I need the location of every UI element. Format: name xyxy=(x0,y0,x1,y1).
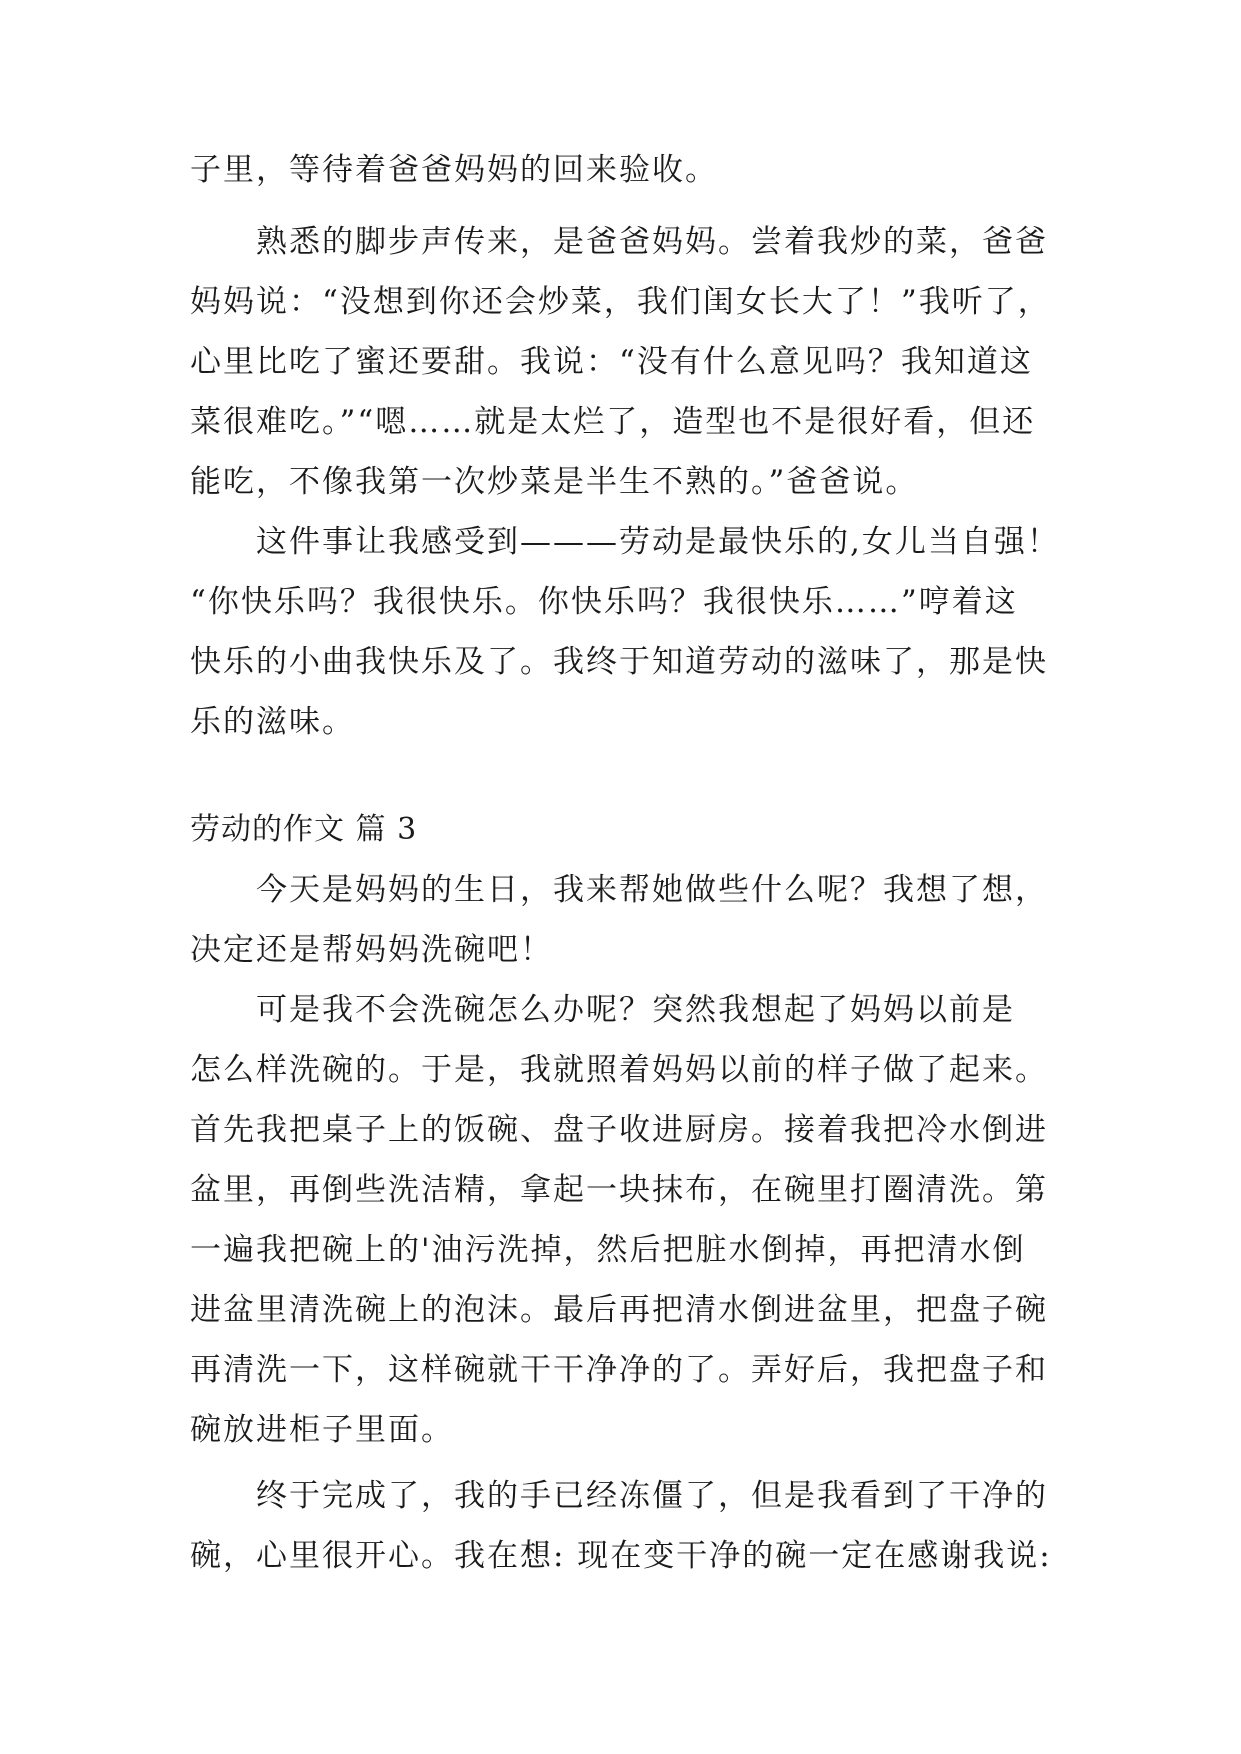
text-line: “你快乐吗？我很快乐。你快乐吗？我很快乐……”哼着这 xyxy=(190,584,1018,620)
text-line: 怎么样洗碗的。于是，我就照着妈妈以前的样子做了起来。 xyxy=(190,1052,1048,1088)
text-line: 一遍我把碗上的'油污洗掉，然后把脏水倒掉，再把清水倒 xyxy=(190,1232,1026,1268)
text-line: 碗，心里很开心。我在想: 现在变干净的碗一定在感谢我说: xyxy=(190,1538,1052,1574)
text-line: 终于完成了，我的手已经冻僵了，但是我看到了干净的 xyxy=(190,1478,1048,1514)
text-line: 进盆里清洗碗上的泡沫。最后再把清水倒进盆里，把盘子碗 xyxy=(190,1292,1048,1328)
text-line: 今天是妈妈的生日，我来帮她做些什么呢？我想了想， xyxy=(190,872,1048,908)
text-line: 这件事让我感受到———劳动是最快乐的,女儿当自强！ xyxy=(190,524,1060,560)
text-line: 首先我把桌子上的饭碗、盘子收进厨房。接着我把冷水倒进 xyxy=(190,1112,1048,1148)
text-line: 盆里，再倒些洗洁精，拿起一块抹布，在碗里打圈清洗。第 xyxy=(190,1172,1048,1208)
text-line: 碗放进柜子里面。 xyxy=(190,1412,454,1448)
text-line: 妈妈说：“没想到你还会炒菜，我们闺女长大了！”我听了， xyxy=(190,284,1051,320)
text-line: 乐的滋味。 xyxy=(190,704,355,740)
text-line: 再清洗一下，这样碗就干干净净的了。弄好后，我把盘子和 xyxy=(190,1352,1048,1388)
text-line: 能吃，不像我第一次炒菜是半生不熟的。”爸爸说。 xyxy=(190,464,919,500)
section-heading: 劳动的作文 篇 3 xyxy=(190,812,418,847)
text-line: 熟悉的脚步声传来，是爸爸妈妈。尝着我炒的菜，爸爸 xyxy=(190,224,1048,260)
text-line: 菜很难吃。”“嗯……就是太烂了，造型也不是很好看，但还 xyxy=(190,404,1036,440)
text-line: 子里，等待着爸爸妈妈的回来验收。 xyxy=(190,152,718,188)
text-line: 决定还是帮妈妈洗碗吧！ xyxy=(190,932,553,968)
text-line: 快乐的小曲我快乐及了。我终于知道劳动的滋味了，那是快 xyxy=(190,644,1048,680)
text-line: 心里比吃了蜜还要甜。我说：“没有什么意见吗？我知道这 xyxy=(190,344,1033,380)
text-line: 可是我不会洗碗怎么办呢？突然我想起了妈妈以前是 xyxy=(190,992,1015,1028)
